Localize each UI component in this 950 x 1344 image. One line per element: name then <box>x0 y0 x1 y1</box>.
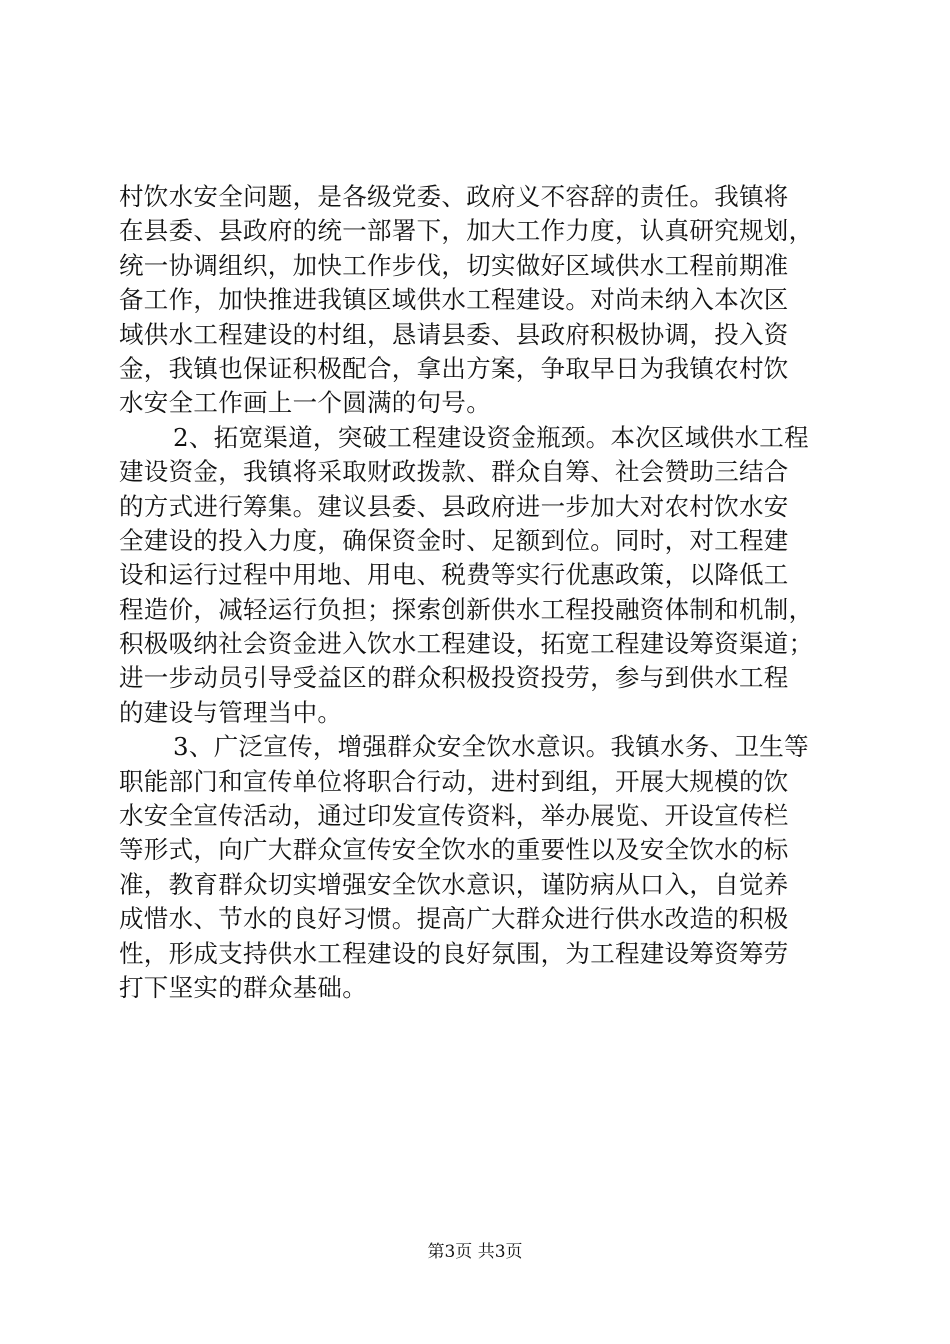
text-line: 金，我镇也保证积极配合，拿出方案，争取早日为我镇农村饮 <box>119 353 789 383</box>
text-line: 积极吸纳社会资金进入饮水工程建设，拓宽工程建设筹资渠道； <box>119 629 814 659</box>
page-footer <box>0 1240 950 1264</box>
text-line: 的方式进行筹集。建议县委、县政府进一步加大对农村饮水安 <box>119 491 789 521</box>
paragraph-1 <box>119 180 839 421</box>
text-line: 3、广泛宣传，增强群众安全饮水意识。我镇水务、卫生等 <box>173 732 809 762</box>
text-line: 水安全宣传活动，通过印发宣传资料，举办展览、开设宣传栏 <box>119 801 789 831</box>
text-line: 进一步动员引导受益区的群众积极投资投劳，参与到供水工程 <box>119 663 789 693</box>
text-line: 水安全工作画上一个圆满的句号。 <box>119 388 491 418</box>
text-line: 性，形成支持供水工程建设的良好氛围，为工程建设筹资筹劳 <box>119 938 789 968</box>
text-line: 在县委、县政府的统一部署下，加大工作力度，认真研究规划， <box>119 216 814 246</box>
document-body <box>119 180 839 1005</box>
paragraph-3 <box>119 730 839 1005</box>
text-line: 域供水工程建设的村组，恳请县委、县政府积极协调，投入资 <box>119 319 789 349</box>
text-line: 成惜水、节水的良好习惯。提高广大群众进行供水改造的积极 <box>119 904 789 934</box>
text-line: 职能部门和宣传单位将职合行动，进村到组，开展大规模的饮 <box>119 766 789 796</box>
page-number-label: 第3页 共3页 <box>427 1242 523 1262</box>
text-line: 村饮水安全问题，是各级党委、政府义不容辞的责任。我镇将 <box>119 182 789 211</box>
text-line: 的建设与管理当中。 <box>119 697 343 727</box>
text-line: 打下坚实的群众基础。 <box>119 972 367 1002</box>
text-line: 备工作，加快推进我镇区域供水工程建设。对尚未纳入本次区 <box>119 285 789 315</box>
text-line: 程造价，减轻运行负担；探索创新供水工程投融资体制和机制， <box>119 594 814 624</box>
text-line: 准，教育群众切实增强安全饮水意识，谨防病从口入，自觉养 <box>119 869 789 899</box>
text-line: 建设资金，我镇将采取财政拨款、群众自筹、社会赞助三结合 <box>119 457 789 487</box>
text-line: 设和运行过程中用地、用电、税费等实行优惠政策，以降低工 <box>119 560 789 590</box>
text-line: 全建设的投入力度，确保资金时、足额到位。同时，对工程建 <box>119 525 789 555</box>
text-line: 统一协调组织，加快工作步伐，切实做好区域供水工程前期准 <box>119 250 789 280</box>
text-line: 等形式，向广大群众宣传安全饮水的重要性以及安全饮水的标 <box>119 835 789 865</box>
paragraph-2 <box>119 421 839 731</box>
text-line: 2、拓宽渠道，突破工程建设资金瓶颈。本次区域供水工程 <box>173 422 809 452</box>
